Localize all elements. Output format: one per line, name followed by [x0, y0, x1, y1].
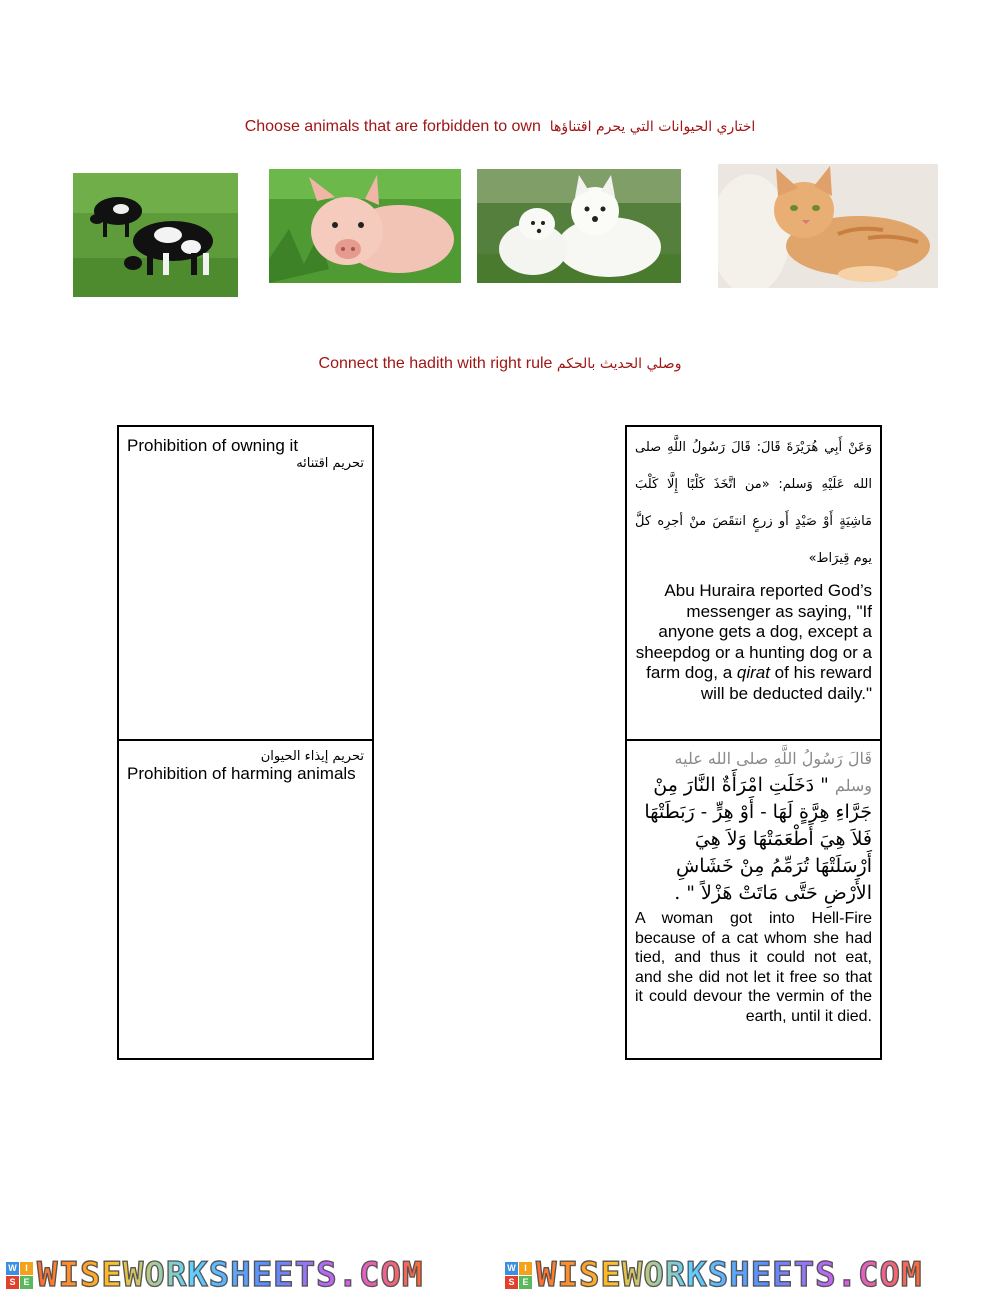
hadith-english: A woman got into Hell-Fire because of a cat whom she had tied, and thus it could not eat, and she did not let it free so that it could devour the vermin of the earth, until it died.	[635, 910, 872, 1025]
hadith-box-dog[interactable]	[625, 425, 882, 741]
pig-photo[interactable]	[269, 169, 461, 283]
instruction-arabic: وصلي الحديث بالحكم	[556, 356, 682, 372]
cows-photo[interactable]	[73, 173, 238, 297]
cat-icon	[718, 164, 938, 288]
instruction-heading-connect	[0, 355, 1000, 373]
brand-watermark: W I S E WISEWORKSHEETS.COM	[505, 1255, 922, 1295]
rule-english: Prohibition of owning it	[127, 436, 299, 455]
brand-watermark: W I S E WISEWORKSHEETS.COM	[6, 1255, 423, 1295]
instruction-english: Choose animals that are forbidden to own	[244, 118, 541, 135]
cow-icon	[73, 173, 238, 297]
dog-icon	[477, 169, 681, 283]
rule-arabic: تحريم إيذاء الحيوان	[260, 749, 364, 764]
instruction-arabic: اختاري الحيوانات التي يحرم اقتناؤها	[549, 119, 756, 135]
dogs-photo[interactable]	[477, 169, 681, 283]
pig-icon	[269, 169, 461, 283]
brand-logo-icon: W I S E	[505, 1262, 532, 1289]
instruction-english: Connect the hadith with right rule	[318, 355, 553, 372]
rule-box-owning[interactable]	[117, 425, 374, 741]
cat-photo[interactable]	[718, 164, 938, 288]
rule-arabic: تحريم اقتنائه	[296, 456, 364, 471]
brand-logo-icon: W I S E	[6, 1262, 33, 1289]
instruction-heading-animals	[0, 118, 1000, 136]
rule-english: Prohibition of harming animals	[127, 764, 356, 783]
hadith-arabic: وَعَنْ أَبِي هُرَيْرَةَ قَالَ: قَالَ رَسُولُ اللَّهِ صلى الله عَلَيْهِ وَسلم: «من اتَّخَذَ كَلْبًا إِلَّا كَلْبَ مَاشِيَةٍ أَوْ صَيْدٍ أَو زرعٍ انتقَصَ منْ أجرِه كلَّ يوم قِيرَاط»	[635, 440, 872, 566]
hadith-arabic: قَالَ رَسُولُ اللَّهِ صلى الله عليه وسلم " دَخَلَتِ امْرَأَةٌ النَّارَ مِنْ جَرَّاءِ هِرَّةٍ لَهَا - أَوْ هِرٍّ - رَبَطَتْهَا فَلاَ هِيَ أَطْعَمَتْهَا وَلاَ هِيَ أَرْسَلَتْهَا تُرَمِّمُ مِنْ خَشَاشِ الأَرْضِ حَتَّى مَاتَتْ هَزْلاً " .	[644, 749, 872, 904]
hadith-english: Abu Huraira reported God’s messenger as saying, "If anyone gets a dog, except a sheepdog or a hunting dog or a farm dog, a qirat of his reward will be deducted daily."	[635, 581, 872, 703]
footer-branding	[0, 1255, 1000, 1295]
hadith-box-cat[interactable]	[625, 739, 882, 1060]
rule-box-harming[interactable]	[117, 739, 374, 1060]
